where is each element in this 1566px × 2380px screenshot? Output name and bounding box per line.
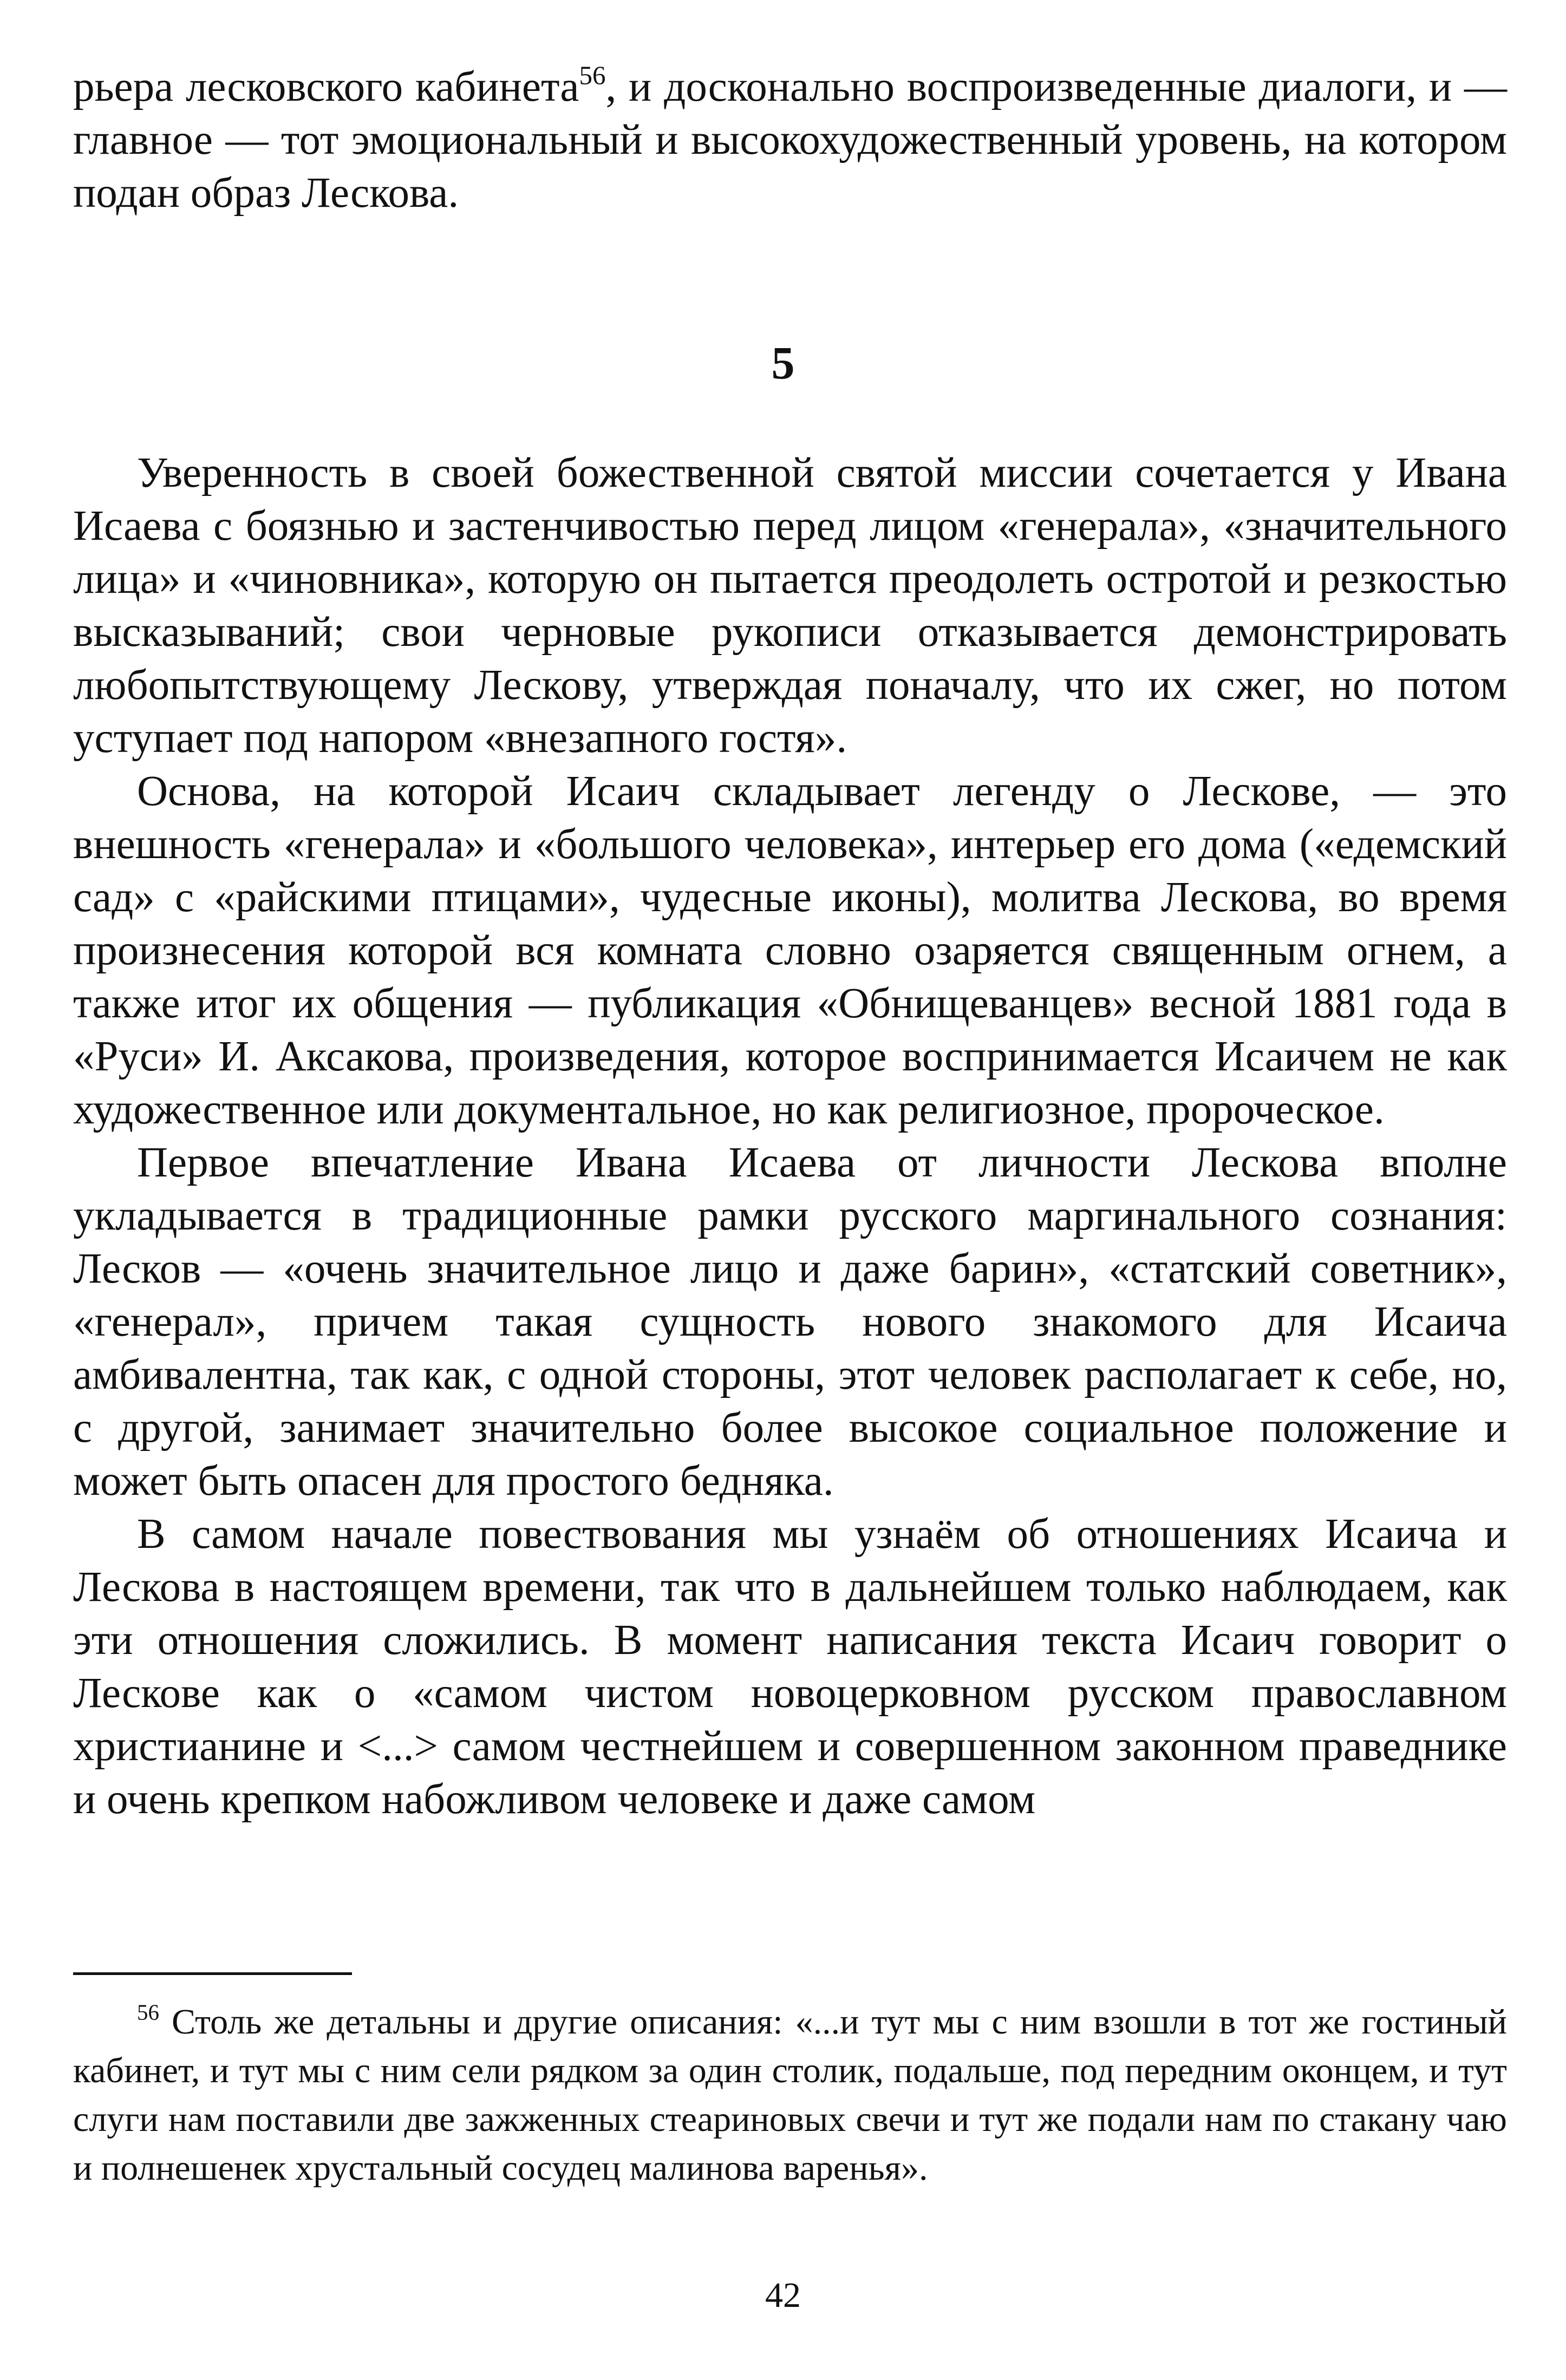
footnote-text: Столь же детальны и другие описания: «...и тут мы с ним взошли в тот же гостиный кабинет, и тут мы с ним сели рядком за один столик, подальше, под передним оконцем, и тут слуги нам поставили две зажженных стеариновых свечи и тут же подали нам по стакану чаю и полнешенек хрустальный сосудец малинова варенья». <box>73 2002 1508 2188</box>
section-body <box>73 447 1507 1826</box>
paragraph-3: Первое впечатление Ивана Исаева от личности Лескова вполне укладывается в традиционные рамки русского маргинального сознания: Лесков — «очень значительное лицо и даже барин», «статский советник», «генерал», причем такая сущность нового знакомого для Исаича амбивалентна, так как, с одной стороны, этот человек располагает к себе, но, с другой, занимает значительно более высокое социальное положение и может быть опасен для простого бедняка. <box>73 1139 1507 1505</box>
paragraph-1: Уверенность в своей божественной святой миссии сочетается у Ивана Исаева с боязнью и застенчивостью перед лицом «генерала», «значительного лица» и «чиновника», которую он пытается преодолеть остротой и резкостью высказываний; свои черновые рукописи отказывается демонстрировать любопытствующему Лескову, утверждая поначалу, что их сжег, но потом уступает под напором «внезапного гостя». <box>73 449 1507 762</box>
continuation-text-end: , и досконально воспроизведенные диалоги, и — главное — тот эмоциональный и высокохудожественный уровень, на котором подан образ Лескова. <box>73 63 1507 217</box>
footnote-divider <box>73 1972 352 1975</box>
footnote <box>73 1998 1507 2193</box>
footnote-marker: 56 <box>137 2000 159 2025</box>
continuation-text-start: рьера лесковского кабинета <box>73 63 579 110</box>
footnote-reference: 56 <box>579 60 606 90</box>
continuation-paragraph <box>73 61 1507 220</box>
paragraph-4: В самом начале повествования мы узнаём об отношениях Исаича и Лескова в настоящем времени, так что в дальнейшем только наблюдаем, как эти отношения сложились. В момент написания текста Исаич говорит о Лескове как о «самом чистом новоцерковном русском православном христианине и <...> самом честнейшем и совершенном законном праведнике и очень крепком набожливом человеке и даже самом <box>73 1511 1507 1823</box>
page-number: 42 <box>765 2276 801 2315</box>
section-heading: 5 <box>771 337 795 389</box>
continuation-text <box>73 61 1507 220</box>
paragraph-2: Основа, на которой Исаич складывает легенду о Лескове, — это внешность «генерала» и «большого человека», интерьер его дома («едемский сад» с «райскими птицами», чудесные иконы), молитва Лескова, во время произнесения которой вся комната словно озаряется священным огнем, а также итог их общения — публикация «Обнищеванцев» весной 1881 года в «Руси» И. Аксакова, произведения, которое воспринимается Исаичем не как художественное или документальное, но как религиозное, пророческое. <box>73 768 1507 1133</box>
